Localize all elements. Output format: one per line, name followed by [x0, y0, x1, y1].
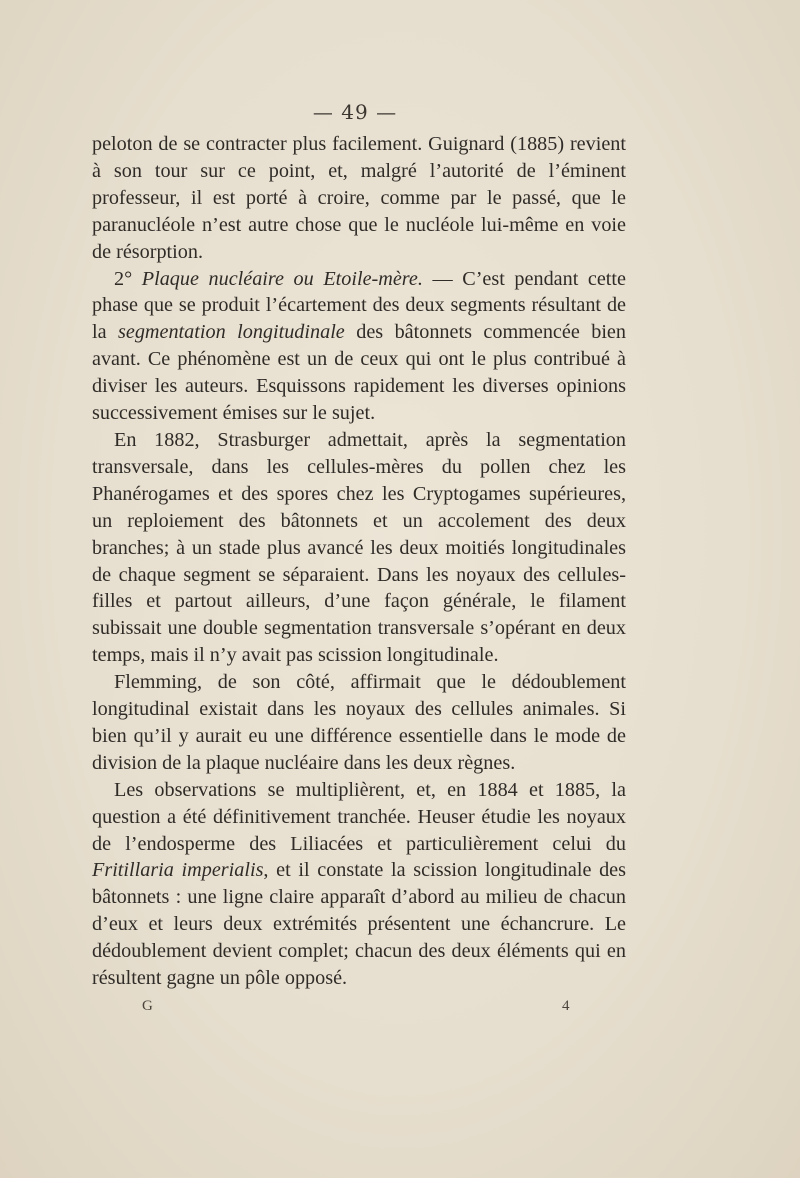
- section-heading: Plaque nucléaire ou Etoile-mère.: [141, 267, 423, 290]
- paragraph-text: — C’est pendant cette phase que se produit l’écartement des deux segments résultant de la: [92, 267, 626, 344]
- body-text: [92, 131, 626, 992]
- paragraph-text: des bâtonnets commencée bien avant. Ce phénomène est un de ceux qui ont le plus contribué à diviser les auteurs. Esquissons rapidement les diverses opinions successivement émises sur le sujet.: [92, 321, 626, 425]
- section-number: 2°: [114, 267, 142, 290]
- paragraph-text: , et il constate la scission longitudinale des bâtonnets : une ligne claire apparaît d’abord au milieu de chacun d’eux et leurs deux extrémités présentent une échancrure. Le dédoublement devient complet; chacun des deux éléments qui en résultent gagne un pôle opposé.: [92, 859, 626, 990]
- emphasis-term: segmentation longitudinale: [118, 321, 345, 344]
- paragraph: [92, 427, 626, 669]
- paragraph-text: En 1882, Strasburger admettait, après la segmentation transversale, dans les cellules-mères du pollen chez les Phanérogames et des spores chez les Cryptogames supérieures, un reploiement des bâtonnets et un accolement des deux branches; à un stade plus avancé les deux moitiés longitudinales de chaque segment se séparaient. Dans les noyaux des cellules-filles et partout ailleurs, d’une façon générale, le filament subissait une double segmentation transversale s’opérant en deux temps, mais il n’y avait pas scission longitudinale.: [92, 428, 626, 667]
- paragraph-text: Les observations se multiplièrent, et, en 1884 et 1885, la question a été définitivement tranchée. Heuser étudie les noyaux de l’endosperme des Liliacées et particulièrement celui du: [92, 778, 626, 855]
- paragraph: [92, 777, 626, 992]
- page-number: — 49 —: [312, 100, 398, 124]
- paragraph: [92, 669, 626, 777]
- signature-mark-right: 4: [562, 998, 570, 1014]
- species-name: Fritillaria imperialis: [92, 859, 264, 882]
- paragraph-text: peloton de se contracter plus facilement. Guignard (1885) revient à son tour sur ce point, et, malgré l’autorité de l’éminent professeur, il est porté à croire, comme par le passé, que le paranucléole n’est autre chose que le nucléole lui-même en voie de résorption.: [92, 133, 626, 263]
- paragraph: [92, 266, 626, 427]
- paragraph-text: Flemming, de son côté, affirmait que le dédoublement longitudinal existait dans les noyaux des cellules animales. Si bien qu’il y aurait eu une différence essentielle dans le mode de division de la plaque nucléaire dans les deux règnes.: [92, 671, 626, 774]
- signature-mark-left: G: [142, 998, 153, 1014]
- paragraph: [92, 131, 626, 266]
